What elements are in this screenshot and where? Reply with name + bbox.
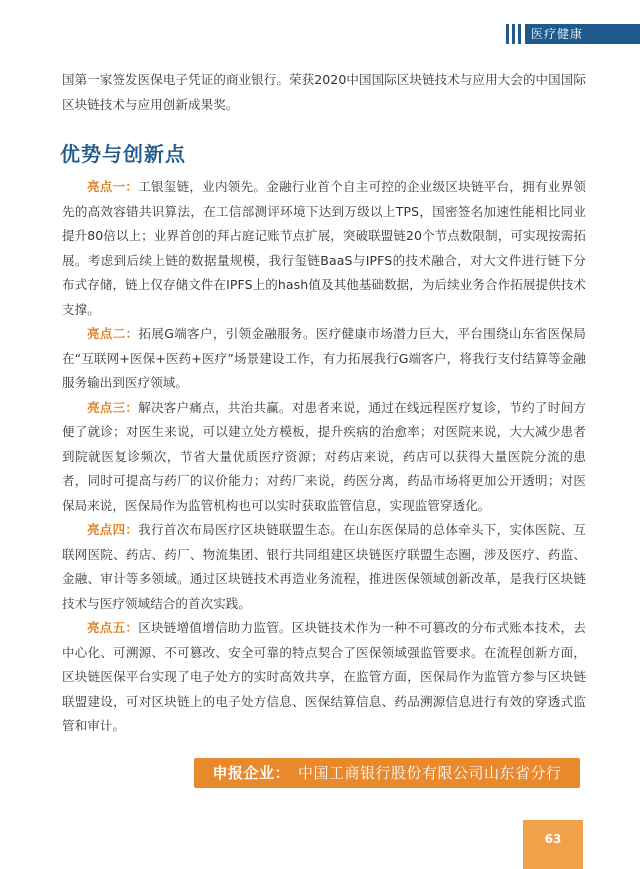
header-bar [512,24,515,44]
header-bar [506,24,509,44]
highlight-paragraph-4 [62,518,586,616]
highlight-paragraph-5 [62,616,586,739]
highlight-text: 工银玺链，业内领先。金融行业首个自主可控的企业级区块链平台，拥有业界领先的高效容错共识算法，在工信部测评环境下达到万级以上TPS，国密签名加速性能相比同业提升80倍以上；业界首创的拜占庭记账节点扩展，突破联盟链20个节点数限制，可实现按需拓展。考虑到后续上链的数据量规模，我行玺链BaaS与IPFS的技术融合，对大文件进行链下分布式存储，链上仅存储文件在IPFS上的hash值及其他基础数据，为后续业务合作拓展提供技术支撑。 [62,179,586,317]
applicant-banner [194,758,580,788]
highlight-label: 亮点二： [87,326,139,341]
highlight-label: 亮点四： [87,522,139,537]
highlight-label: 亮点三： [87,399,139,415]
intro-paragraph: 国第一家签发医保电子凭证的商业银行。荣获2020中国国际区块链技术与应用大会的中国国际区块链技术与应用创新成果奖。 [62,72,586,112]
section-header: 医疗健康 [525,24,640,44]
highlight-text: 解决客户痛点，共治共赢。对患者来说，通过在线远程医疗复诊，节约了时间方便了就诊；对医生来说，可以建立处方模板，提升疾病的治愈率；对医院来说，大大减少患者到院就医复诊频次，节省大量优质医疗资源；对药店来说，药店可以获得大量医院分流的患者，同时可提高与药厂的议价能力；对药厂来说，药医分离，药品市场将更加公开透明；对医保局来说，医保局作为监管机构也可以实时获取监管信息，实现监管穿透化。 [62,399,586,513]
applicant-label: 申报企业： [212,764,290,782]
applicant-name: 中国工商银行股份有限公司山东省分行 [298,764,562,782]
highlight-text: 区块链增值增信助力监管。区块链技术作为一种不可篡改的分布式账本技术，去中心化、可溯源、不可篡改、安全可靠的特点契合了医保领域强监管要求。在流程创新方面，区块链医保平台实现了电子处方的实时高效共享，在监管方面，医保局作为监管方参与区块链联盟建设，可对区块链上的电子处方信息、医保结算信息、药品溯源信息进行有效的穿透式监管和审计。 [62,620,586,733]
highlight-label: 亮点五： [87,620,139,635]
header-decoration-bars [506,24,521,44]
highlight-paragraph-3 [62,396,586,519]
page-number: 63 [523,820,583,869]
highlight-text: 我行首次布局医疗区块链联盟生态。在山东医保局的总体牵头下，实体医院、互联网医院、药店、药厂、物流集团、银行共同组建区块链医疗联盟生态圈，涉及医疗、药监、金融、审计等多领域。通过区块链技术再造业务流程，推进医保领域创新改革，是我行区块链技术与医疗领域结合的首次实践。 [62,522,586,611]
header-bar [518,24,521,44]
highlight-text: 拓展G端客户，引领金融服务。医疗健康市场潜力巨大，平台围绕山东省医保局在“互联网+医保+医药+医疗”场景建设工作，有力拓展我行G端客户，将我行支付结算等金融服务输出到医疗领域。 [62,326,586,390]
highlight-paragraph-2 [62,322,586,396]
section-title: 优势与创新点 [60,142,186,166]
highlight-label: 亮点一： [87,179,139,194]
page-content [62,68,586,739]
highlight-paragraph-1 [62,175,586,322]
